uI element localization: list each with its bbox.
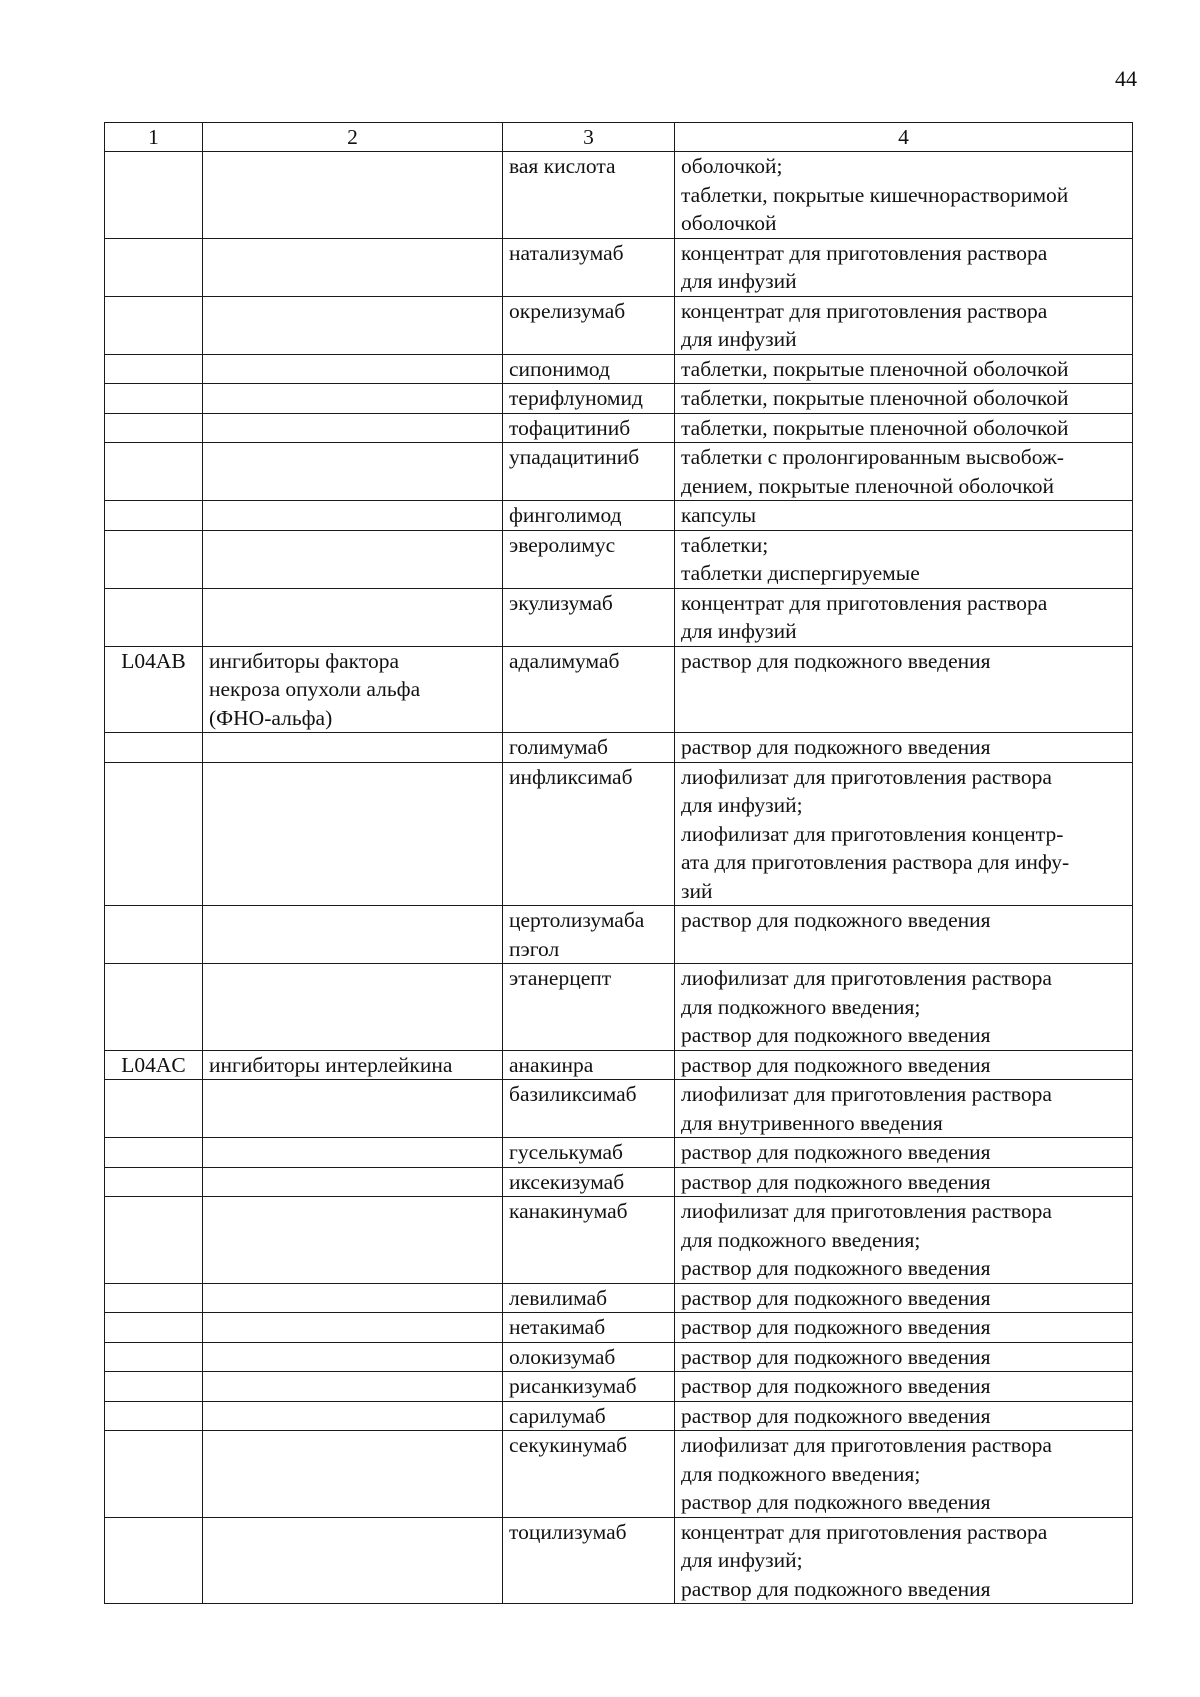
table-row [105,1138,1133,1168]
dosage-form-cell: раствор для подкожного введения [675,1050,1133,1080]
table-row [105,443,1133,501]
group-name-cell [203,238,503,296]
atc-code-cell [105,1283,203,1313]
page-number: 44 [1115,66,1137,91]
group-name-cell [203,354,503,384]
dosage-form-cell: таблетки, покрытые пленочной оболочкой [675,384,1133,414]
table-row [105,646,1133,733]
atc-code-cell [105,964,203,1051]
dosage-form-cell: таблетки, покрытые пленочной оболочкой [675,354,1133,384]
dosage-form-cell: раствор для подкожного введения [675,646,1133,733]
drug-table [104,122,1133,1604]
dosage-form-cell: концентрат для приготовления раствора для инфузий; раствор для подкожного введения [675,1517,1133,1604]
group-name-cell [203,1167,503,1197]
group-name-cell [203,384,503,414]
atc-code-cell [105,1167,203,1197]
substance-cell: терифлуномид [503,384,675,414]
atc-code-cell [105,152,203,239]
column-header-4: 4 [675,123,1133,152]
table-row [105,1431,1133,1518]
column-header-3: 3 [503,123,675,152]
table-row [105,238,1133,296]
substance-cell: адалимумаб [503,646,675,733]
atc-code-cell [105,413,203,443]
substance-cell: тофацитиниб [503,413,675,443]
group-name-cell [203,1080,503,1138]
group-name-cell: ингибиторы фактора некроза опухоли альфа (ФНО-альфа) [203,646,503,733]
table-row [105,762,1133,906]
dosage-form-cell: раствор для подкожного введения [675,1283,1133,1313]
group-name-cell [203,443,503,501]
dosage-form-cell: раствор для подкожного введения [675,1138,1133,1168]
substance-cell: секукинумаб [503,1431,675,1518]
table-row [105,964,1133,1051]
group-name-cell [203,1372,503,1402]
dosage-form-cell: раствор для подкожного введения [675,906,1133,964]
table-row [105,1050,1133,1080]
dosage-form-cell: таблетки, покрытые пленочной оболочкой [675,413,1133,443]
group-name-cell [203,501,503,531]
dosage-form-cell: раствор для подкожного введения [675,1401,1133,1431]
substance-cell: натализумаб [503,238,675,296]
atc-code-cell [105,384,203,414]
substance-cell: олокизумаб [503,1342,675,1372]
dosage-form-cell: концентрат для приготовления раствора для инфузий [675,296,1133,354]
substance-cell: тоцилизумаб [503,1517,675,1604]
atc-code-cell [105,1080,203,1138]
atc-code-cell [105,1372,203,1402]
table-header-row [105,123,1133,152]
dosage-form-cell: лиофилизат для приготовления раствора для инфузий; лиофилизат для приготовления концентр- ата для приготовления раствора для инфу- зий [675,762,1133,906]
table-row [105,384,1133,414]
table-row [105,1283,1133,1313]
dosage-form-cell: лиофилизат для приготовления раствора для подкожного введения; раствор для подкожного введения [675,964,1133,1051]
group-name-cell [203,588,503,646]
atc-code-cell [105,733,203,763]
atc-code-cell: L04AB [105,646,203,733]
dosage-form-cell: раствор для подкожного введения [675,733,1133,763]
table-body [105,152,1133,1604]
substance-cell: рисанкизумаб [503,1372,675,1402]
table-row [105,1342,1133,1372]
group-name-cell [203,1283,503,1313]
table-row [105,1167,1133,1197]
atc-code-cell [105,1431,203,1518]
dosage-form-cell: лиофилизат для приготовления раствора для внутривенного введения [675,1080,1133,1138]
atc-code-cell [105,1313,203,1343]
atc-code-cell [105,1138,203,1168]
dosage-form-cell: лиофилизат для приготовления раствора для подкожного введения; раствор для подкожного введения [675,1197,1133,1284]
substance-cell: инфликсимаб [503,762,675,906]
group-name-cell [203,1342,503,1372]
table-row [105,296,1133,354]
group-name-cell [203,530,503,588]
table-row [105,413,1133,443]
substance-cell: окрелизумаб [503,296,675,354]
atc-code-cell [105,1401,203,1431]
group-name-cell [203,152,503,239]
substance-cell: иксекизумаб [503,1167,675,1197]
substance-cell: голимумаб [503,733,675,763]
substance-cell: упадацитиниб [503,443,675,501]
table-row [105,588,1133,646]
atc-code-cell [105,443,203,501]
table-row [105,733,1133,763]
dosage-form-cell: таблетки с пролонгированным высвобож- дением, покрытые пленочной оболочкой [675,443,1133,501]
substance-cell: левилимаб [503,1283,675,1313]
group-name-cell [203,1401,503,1431]
atc-code-cell [105,1342,203,1372]
substance-cell: вая кислота [503,152,675,239]
group-name-cell [203,1197,503,1284]
substance-cell: сарилумаб [503,1401,675,1431]
substance-cell: сипонимод [503,354,675,384]
group-name-cell [203,733,503,763]
substance-cell: нетакимаб [503,1313,675,1343]
dosage-form-cell: раствор для подкожного введения [675,1372,1133,1402]
column-header-2: 2 [203,123,503,152]
atc-code-cell [105,296,203,354]
table-row [105,530,1133,588]
dosage-form-cell: оболочкой; таблетки, покрытые кишечнорастворимой оболочкой [675,152,1133,239]
atc-code-cell [105,906,203,964]
group-name-cell [203,964,503,1051]
dosage-form-cell: концентрат для приготовления раствора для инфузий [675,588,1133,646]
atc-code-cell [105,1197,203,1284]
atc-code-cell [105,501,203,531]
dosage-form-cell: лиофилизат для приготовления раствора для подкожного введения; раствор для подкожного введения [675,1431,1133,1518]
group-name-cell [203,1431,503,1518]
atc-code-cell [105,762,203,906]
substance-cell: анакинра [503,1050,675,1080]
table-row [105,1401,1133,1431]
substance-cell: гуселькумаб [503,1138,675,1168]
group-name-cell [203,296,503,354]
substance-cell: базиликсимаб [503,1080,675,1138]
group-name-cell [203,906,503,964]
dosage-form-cell: концентрат для приготовления раствора для инфузий [675,238,1133,296]
dosage-form-cell: таблетки; таблетки диспергируемые [675,530,1133,588]
atc-code-cell: L04AC [105,1050,203,1080]
group-name-cell: ингибиторы интерлейкина [203,1050,503,1080]
dosage-form-cell: капсулы [675,501,1133,531]
dosage-form-cell: раствор для подкожного введения [675,1342,1133,1372]
dosage-form-cell: раствор для подкожного введения [675,1167,1133,1197]
table-row [105,354,1133,384]
group-name-cell [203,1138,503,1168]
table-row [105,152,1133,239]
substance-cell: эверолимус [503,530,675,588]
table-row [105,501,1133,531]
dosage-form-cell: раствор для подкожного введения [675,1313,1133,1343]
substance-cell: экулизумаб [503,588,675,646]
atc-code-cell [105,354,203,384]
atc-code-cell [105,588,203,646]
substance-cell: цертолизумаба пэгол [503,906,675,964]
group-name-cell [203,1517,503,1604]
column-header-1: 1 [105,123,203,152]
table-row [105,1080,1133,1138]
atc-code-cell [105,530,203,588]
group-name-cell [203,413,503,443]
substance-cell: этанерцепт [503,964,675,1051]
table-row [105,1372,1133,1402]
table-row [105,1517,1133,1604]
substance-cell: финголимод [503,501,675,531]
group-name-cell [203,1313,503,1343]
atc-code-cell [105,238,203,296]
table-row [105,1197,1133,1284]
atc-code-cell [105,1517,203,1604]
group-name-cell [203,762,503,906]
table-row [105,906,1133,964]
table-row [105,1313,1133,1343]
substance-cell: канакинумаб [503,1197,675,1284]
